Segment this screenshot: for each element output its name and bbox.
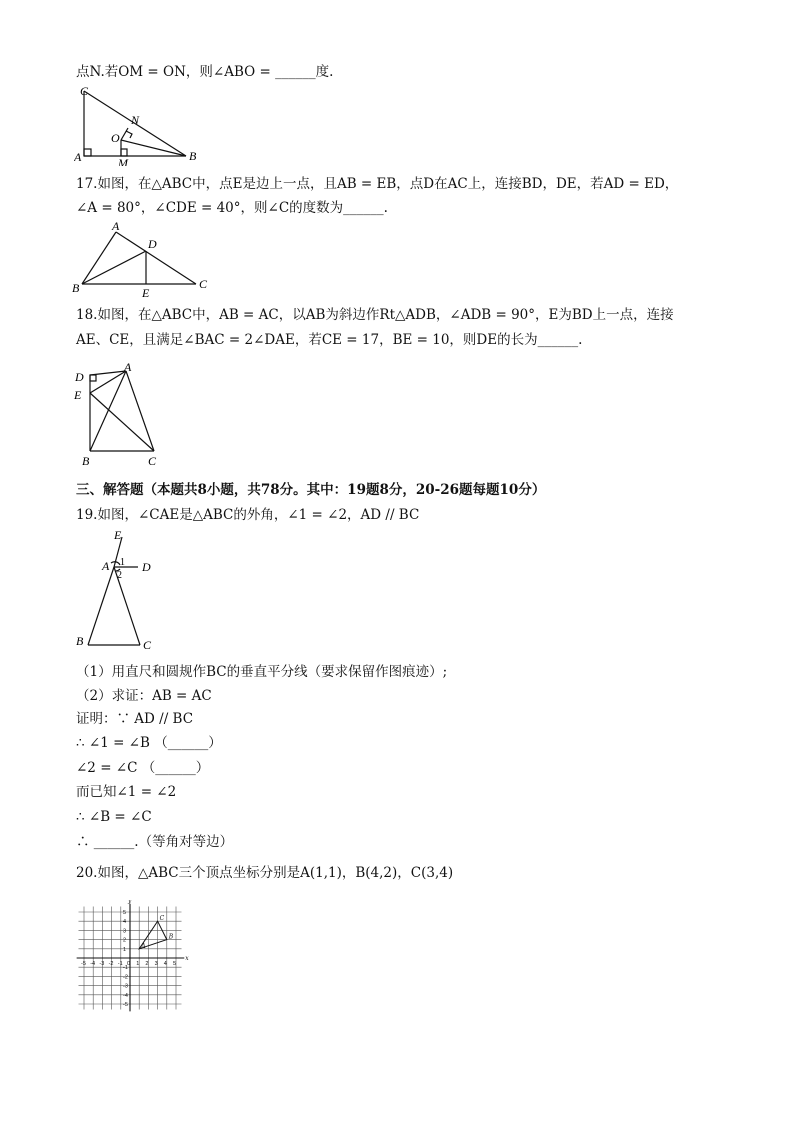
q17-label-c: C — [199, 277, 208, 291]
y-tick-label: -2 — [123, 974, 128, 981]
q17-label-e: E — [142, 286, 150, 300]
q19-label-2: 2 — [117, 570, 122, 581]
q19-label-1: 1 — [120, 557, 125, 568]
q19-figure — [74, 527, 164, 655]
point-label: C — [159, 915, 165, 923]
coordinate-grid — [74, 900, 194, 1012]
x-tick-label: 0 — [127, 961, 131, 967]
q19-proof-line: 证明：∵ AD // BC — [76, 711, 194, 727]
y-tick-label: 2 — [123, 937, 127, 944]
q18-label-b: B — [82, 454, 90, 468]
y-tick-label: 4 — [123, 919, 127, 926]
q19-proof-line: ∴ ∠1 = ∠B （______） — [76, 735, 222, 751]
q19-label-e: E — [114, 528, 122, 542]
q19-line-1: 19.如图，∠CAE是△ABC的外角，∠1 = ∠2，AD // BC — [76, 507, 420, 523]
q17-label-b: B — [72, 281, 80, 295]
x-tick-label: -4 — [90, 961, 96, 967]
point-label: A — [141, 942, 146, 950]
q18-line-2: AE、CE，且满足∠BAC = 2∠DAE，若CE = 17，BE = 10，则DE的长为______. — [76, 332, 583, 348]
y-tick-label: -4 — [123, 992, 128, 999]
y-tick-label: -3 — [123, 983, 128, 990]
y-tick-label: 5 — [123, 910, 127, 916]
x-axis-label: x — [185, 955, 189, 962]
x-tick-label: 4 — [163, 961, 167, 967]
x-tick-label: 2 — [145, 961, 149, 967]
q19-proof-line: ∴ ∠B = ∠C — [76, 809, 152, 825]
q17-figure — [72, 222, 212, 302]
q19-proof-line: 而已知∠1 = ∠2 — [76, 784, 177, 800]
y-tick-label: -1 — [123, 965, 128, 972]
q17-line-1: 17.如图，在△ABC中，点E是边上一点，且AB = EB，点D在AC上，连接BD，DE，若AD = ED， — [76, 176, 679, 192]
q16-label-n: N — [131, 113, 140, 127]
q16-label-a: A — [74, 150, 82, 164]
x-tick-label: 1 — [136, 961, 140, 967]
q17-line-2: ∠A = 80°，∠CDE = 40°，则∠C的度数为______. — [76, 200, 388, 216]
q19-label-b: B — [76, 634, 84, 648]
q18-figure — [72, 361, 172, 471]
y-axis-label: y — [128, 900, 132, 905]
section-3-title: 三、解答题（本题共8小题，共78分。其中：19题8分，20-26题每题10分） — [76, 482, 546, 498]
q18-label-a: A — [124, 361, 132, 374]
q18-label-e: E — [74, 388, 82, 402]
q18-line-1: 18.如图，在△ABC中，AB = AC，以AB为斜边作Rt△ADB，∠ADB = 90°，E为BD上一点，连接 — [76, 307, 674, 323]
x-tick-label: -2 — [108, 961, 114, 967]
q16-label-m: M — [118, 156, 128, 166]
q19-part-1: （1）用直尺和圆规作BC的垂直平分线（要求保留作图痕迹）; — [76, 664, 448, 680]
point-label: B — [168, 933, 174, 941]
q19-proof-line: ∠2 = ∠C （______） — [76, 760, 210, 776]
q20-line-1: 20.如图，△ABC三个顶点坐标分别是A(1,1)，B(4,2)，C(3,4) — [76, 865, 454, 881]
x-tick-label: 3 — [154, 961, 158, 967]
q16-text: 点N.若OM = ON，则∠ABO = ______度. — [76, 64, 334, 80]
q16-label-b: B — [189, 149, 197, 163]
q17-label-a: A — [112, 222, 120, 233]
y-tick-label: 3 — [123, 928, 127, 935]
q18-label-c: C — [148, 454, 157, 468]
q19-label-d: D — [142, 560, 151, 574]
x-tick-label: -1 — [117, 961, 123, 967]
q16-figure — [74, 86, 204, 166]
x-tick-label: -5 — [81, 961, 86, 967]
q19-proof-line: ∴ ______.（等角对等边） — [76, 834, 234, 850]
q18-label-d: D — [75, 370, 84, 384]
x-tick-label: -3 — [99, 961, 105, 967]
q19-part-2: （2）求证：AB = AC — [76, 688, 212, 704]
q16-label-c: C — [80, 86, 89, 98]
y-tick-label: 1 — [123, 946, 127, 953]
x-tick-label: 5 — [173, 961, 177, 967]
q16-label-o: O — [111, 131, 120, 145]
q19-label-a: A — [102, 559, 110, 573]
y-tick-label: -5 — [123, 1002, 128, 1008]
q19-label-c: C — [143, 638, 152, 652]
q17-label-d: D — [148, 237, 157, 251]
